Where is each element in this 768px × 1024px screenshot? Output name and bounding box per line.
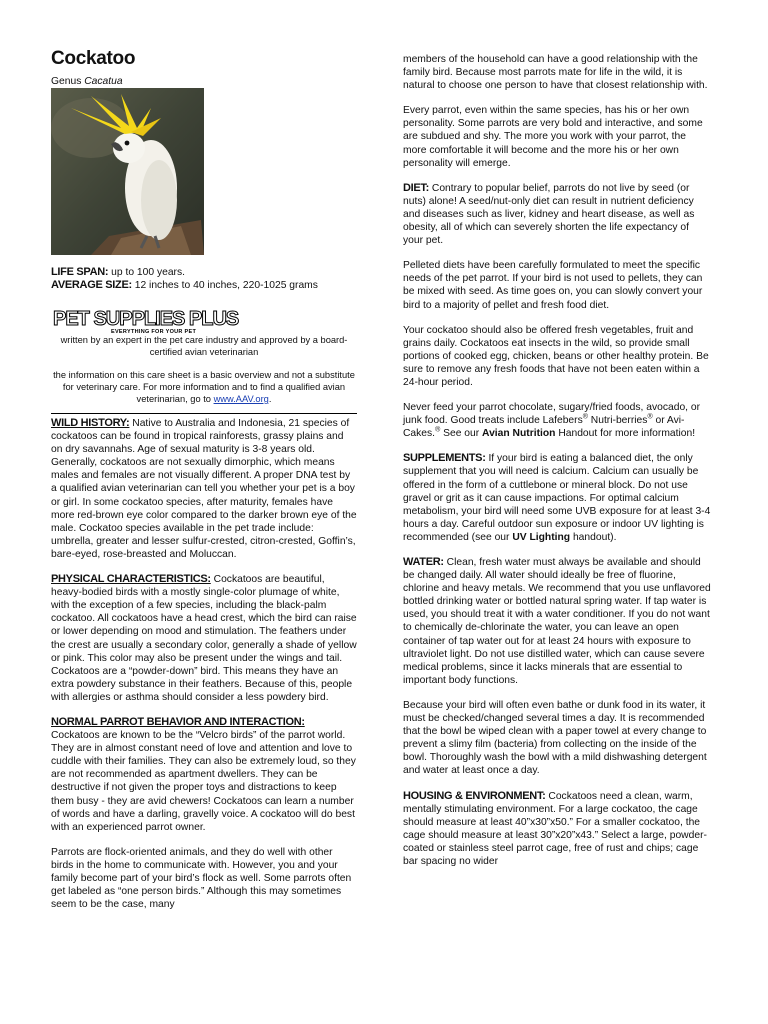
registered-mark: ® — [435, 426, 441, 434]
diet-paragraph-2: Pelleted diets have been carefully formulated to meet the specific needs of the pet parrot. If your bird is not used to pellets, they can be mixed with seed. As time goes on, you can slowly convert your bird to a majority of pellet and fresh food diet. — [403, 260, 703, 311]
housing-text: Cockatoos need a clean, warm, mentally stimulating environment. For a large cockatoo, the cage should measure at least 40”x30”x50.” For a smaller cockatoo, the cage should measure at least 30”x20”x43.” Select a large, powder-coated or stainless steel parrot cage, free of rust and chips; cage bar spacing no wider — [403, 790, 707, 867]
physical-heading: PHYSICAL CHARACTERISTICS: — [51, 573, 211, 586]
diet-p4-text-b: Nutri-berries — [587, 415, 648, 427]
section-divider — [51, 413, 357, 414]
genus-name: Cacatua — [84, 76, 123, 87]
behavior-paragraph-2: Parrots are flock-oriented animals, and they do well with other birds in the home to communicate with. However, you and your family become part of your bird’s flock as well. Some parrots often get labeled as “one person birds.” Although this may sometimes seem to be the case, many — [51, 846, 352, 911]
diet-paragraph-1: Contrary to popular belief, parrots do not live by seed (or nuts) alone! A seed/nut-only diet can result in nutrient deficiency and diseases such as liver, kidney and heart disease, as well as obesity, all of which can severely shorten the life expectancy of your pet. — [403, 182, 695, 247]
diet-paragraph-4 — [403, 401, 711, 440]
right-column — [403, 53, 711, 880]
supplements-end: handout). — [570, 531, 617, 543]
supplements-section — [403, 452, 711, 544]
left-body — [51, 417, 357, 923]
stats-block — [51, 266, 318, 292]
diet-p4-text-a: Never feed your parrot chocolate, sugary/fried foods, avocado, or junk food. Good treats include Lafebers — [403, 402, 701, 427]
physical-section — [51, 573, 357, 704]
average-size-value: 12 inches to 40 inches, 220-1025 grams — [131, 280, 318, 292]
water-paragraph-1: Clean, fresh water must always be available and should be changed daily. All water should ideally be free of fluorine, chlorine and heavy metals. We recommend that you use unflavored bottled drinking water or bottled natural spring water. If tap water is used, you should treat it with a water conditioner. If you do not want to chemically de-chlorinate the water, you can leave an open container of tap water out for at least 24 hours with exposure to ultraviolet light. Do not use distilled water, which can cause severe medical problems, since it lacks minerals that are essential to important body functions. — [403, 557, 711, 686]
disclaimer — [51, 369, 357, 405]
housing-heading: HOUSING & ENVIRONMENT: — [403, 789, 546, 802]
life-span-label: LIFE SPAN: — [51, 266, 109, 278]
behavior-paragraph-1: Cockatoos are known to be the “Velcro birds” of the parrot world. They are in almost constant need of love and attention and love to cuddle with their families. They can also be extremely loud, so they are not recommended as apartment dwellers. They can be destructive if not given the proper toys and distractions to keep them busy - they are avid chewers! Cockatoos can learn a number of words and have a darling, gravelly voice. A cockatoo will do best with an experienced parrot owner. — [51, 730, 356, 833]
behavior-paragraph-2-continued: members of the household can have a good relationship with the family bird. Because most parrots mate for life in the wild, it is natural to choose one person to have that closest relationship with. — [403, 54, 708, 92]
diet-heading: DIET: — [403, 181, 430, 194]
wild-history-text: Native to Australia and Indonesia, 21 species of cockatoos can be found in tropical rainforests, grassy plains and on dry savannahs. Age of sexual maturity is 3-8 years old. Generally, cockatoos are not sexually dimorphic, which means males and females are not visually different. A proper DNA test by a qualified avian veterinarian can tell you whether your pet is a boy or girl. In some cockatoo species, after maturity, females have more red-brown eye color compared to the darker brown eye of the male. Cockatoo species available in the pet trade include: umbrella, greater and lesser sulfur-crested, citron-crested, Goffin’s, bare-eyed, rose-breasted and Moluccan. — [51, 418, 357, 560]
logo-text: PET SUPPLIES PLUS — [53, 308, 239, 330]
aav-link[interactable]: www.AAV.org — [213, 394, 269, 404]
registered-mark: ® — [582, 413, 588, 421]
housing-section — [403, 790, 711, 869]
average-size-line — [51, 279, 318, 292]
genus-line — [51, 75, 123, 88]
behavior-paragraph-3: Every parrot, even within the same species, has his or her own personality. Some parrots are very bold and interactive, and some are subdued and shy. The more you work with your parrot, the more comfortable it will become and the more his or her own personality will emerge. — [403, 105, 703, 169]
disclaimer-text: the information on this care sheet is a basic overview and not a substitute for veterinary care. For more information and to find a qualified avian veterinarian, go to — [53, 370, 355, 404]
diet-p4-text-c: or Avi-Cakes. — [403, 415, 685, 440]
water-heading: WATER: — [403, 556, 444, 568]
author-credit: written by an expert in the pet care industry and approved by a board-certified avian veterinarian — [60, 335, 348, 357]
avian-nutrition-link[interactable]: Avian Nutrition — [482, 428, 556, 440]
supplements-text: If your bird is eating a balanced diet, the only supplement that you will need is calcium. Calcium can usually be offered in the form of a cuttlebone or mineral block. Do not use gravel or grit as it can cause impactions. For optimal calcium metabolism, your bird will need some UVB exposure for at least 3-4 hours a day. Careful outdoor sun exposure or indoor UV lighting is recommended (see our — [403, 453, 711, 543]
physical-text: Cockatoos are beautiful, heavy-bodied birds with a mostly single-color plumage of white, with the exception of a few species, including the black-palm cockatoo. All cockatoos have a head crest, which the bird can raise or lower depending on mood and stimulation. The feathers under the crest are usually a secondary color, generally a shade of yellow or pink. This color may also be present under the wings and tail. Cockatoos are a “powder-down” bird. This means they have an extra powdery substance in their feathers. Because of this, people with allergies or asthma should consider a less powdery bird. — [51, 574, 357, 703]
uv-lighting-link[interactable]: UV Lighting — [512, 531, 571, 543]
diet-p4-text-e: Handout for more information! — [555, 428, 696, 440]
diet-paragraph-3: Your cockatoo should also be offered fresh vegetables, fruit and grains daily. Cockatoos eat insects in the wild, so provide small portions of cooked egg, chicken, beans or other healthy protein. Be sure to remove any fresh foods that have not been eaten within a 24-hour period. — [403, 324, 709, 388]
behavior-heading: NORMAL PARROT BEHAVIOR AND INTERACTION: — [51, 715, 305, 728]
supplements-heading: SUPPLEMENTS: — [403, 452, 486, 465]
page-title: Cockatoo — [51, 48, 136, 69]
logo-tagline: EVERYTHING FOR YOUR PET — [111, 329, 197, 335]
cockatoo-photo — [51, 88, 204, 255]
diet-p4-text-d: See our — [440, 428, 483, 440]
registered-mark: ® — [647, 413, 653, 421]
wild-history-heading: WILD HISTORY: — [51, 417, 130, 429]
average-size-label: AVERAGE SIZE: — [51, 279, 132, 292]
genus-label: Genus — [51, 76, 82, 87]
water-section — [403, 556, 711, 687]
life-span-value: up to 100 years. — [108, 267, 186, 278]
water-paragraph-2: Because your bird will often even bathe or dunk food in its water, it must be checked/changed several times a day. It is recommended that the bowl be wiped clean with a paper towel at every change to prevent a slimy film (bacteria) from collecting on the inside of the bowl. Thoroughly wash the bowl with a mild dishwashing detergent and water at least once a day. — [403, 699, 707, 777]
life-span-line — [51, 266, 318, 279]
diet-section — [403, 182, 711, 247]
wild-history-section — [51, 417, 357, 561]
disclaimer-end: . — [268, 394, 272, 404]
